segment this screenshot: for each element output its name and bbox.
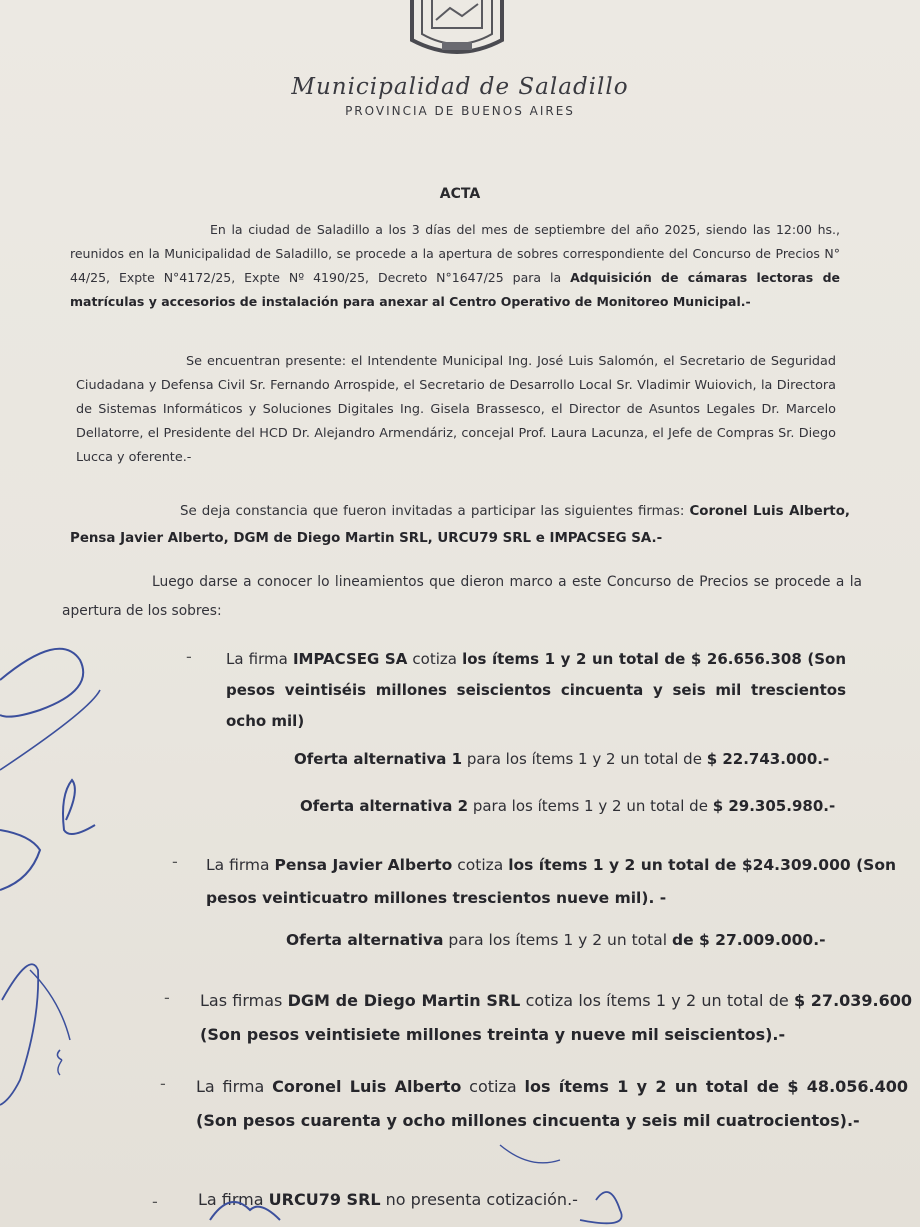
list-bullet: - [172,852,178,871]
offer-alternative-pensa: Oferta alternativa para los ítems 1 y 2 un total de $ 27.009.000.- [286,931,826,949]
offer-impacseg: La firma IMPACSEG SA cotiza los ítems 1 y 2 un total de $ 26.656.308 (Son pesos veintiséis millones seiscientos cincuenta y seis mil trescientos ocho mil) [226,650,846,730]
list-bullet: - [186,647,192,666]
paragraph-opening-envelopes: Luego darse a conocer lo lineamientos que dieron marco a este Concurso de Precios se procede a la apertura de los sobres: [62,574,862,619]
handwritten-signature-icon [0,620,200,1227]
province-name: PROVINCIA DE BUENOS AIRES [345,104,575,118]
offer-dgm: Las firmas DGM de Diego Martin SRL cotiza los ítems 1 y 2 un total de $ 27.039.600 (Son pesos veintisiete millones treinta y nueve mil seiscientos).- [200,991,913,1044]
document-title: ACTA [439,186,481,202]
municipality-name: Municipalidad de Saladillo [291,74,629,100]
handwritten-signature-icon [200,1140,900,1227]
offer-pensa: La firma Pensa Javier Alberto cotiza los ítems 1 y 2 un total de $24.309.000 (Son pesos veinticuatro millones trescientos nueve mil). - [206,856,896,907]
paragraph-invited-firms: Se deja constancia que fueron invitadas a participar las siguientes firmas: Coronel Luis Alberto, Pensa Javier Alberto, DGM de Diego Martin SRL, URCU79 SRL e IMPACSEG SA.- [70,504,850,546]
list-bullet: - [164,988,170,1007]
list-bullet: - [152,1192,158,1211]
offer-urcu79: La firma URCU79 SRL no presenta cotización.- [198,1190,578,1209]
offer-alternative-2: Oferta alternativa 2 para los ítems 1 y 2 un total de $ 29.305.980.- [300,797,836,815]
offer-alternative-1: Oferta alternativa 1 para los ítems 1 y 2 un total de $ 22.743.000.- [294,750,830,768]
list-bullet: - [160,1074,166,1093]
municipal-seal-icon [398,0,516,58]
offer-coronel: La firma Coronel Luis Alberto cotiza los ítems 1 y 2 un total de $ 48.056.400 (Son pesos cuarenta y ocho millones cincuenta y seis mil cuatrocientos).- [196,1077,909,1130]
paragraph-opening: En la ciudad de Saladillo a los 3 días del mes de septiembre del año 2025, siendo las 12:00 hs., reunidos en la Municipalidad de Saladillo, se procede a la apertura de sobres correspondiente del Concurso de Precios N° 44/25, Expte N°4172/25, Expte Nº 4190/25, Decreto N°1647/25 para la Adquisición de cámaras lectoras de matrículas y accesorios de instalación para anexar al Centro Operativo de Monitoreo Municipal.- [70,222,840,309]
paragraph-attendees: Se encuentran presente: el Intendente Municipal Ing. José Luis Salomón, el Secretario de Seguridad Ciudadana y Defensa Civil Sr. Fernando Arrospide, el Secretario de Desarrollo Local Sr. Vladimir Wuiovich, la Directora de Sistemas Informáticos y Soluciones Digitales Ing. Gisela Brassesco, el Director de Asuntos Legales Dr. Marcelo Dellatorre, el Presidente del HCD Dr. Alejandro Armendáriz, concejal Prof. Laura Lacunza, el Jefe de Compras Sr. Diego Lucca y oferente.- [76,354,836,465]
